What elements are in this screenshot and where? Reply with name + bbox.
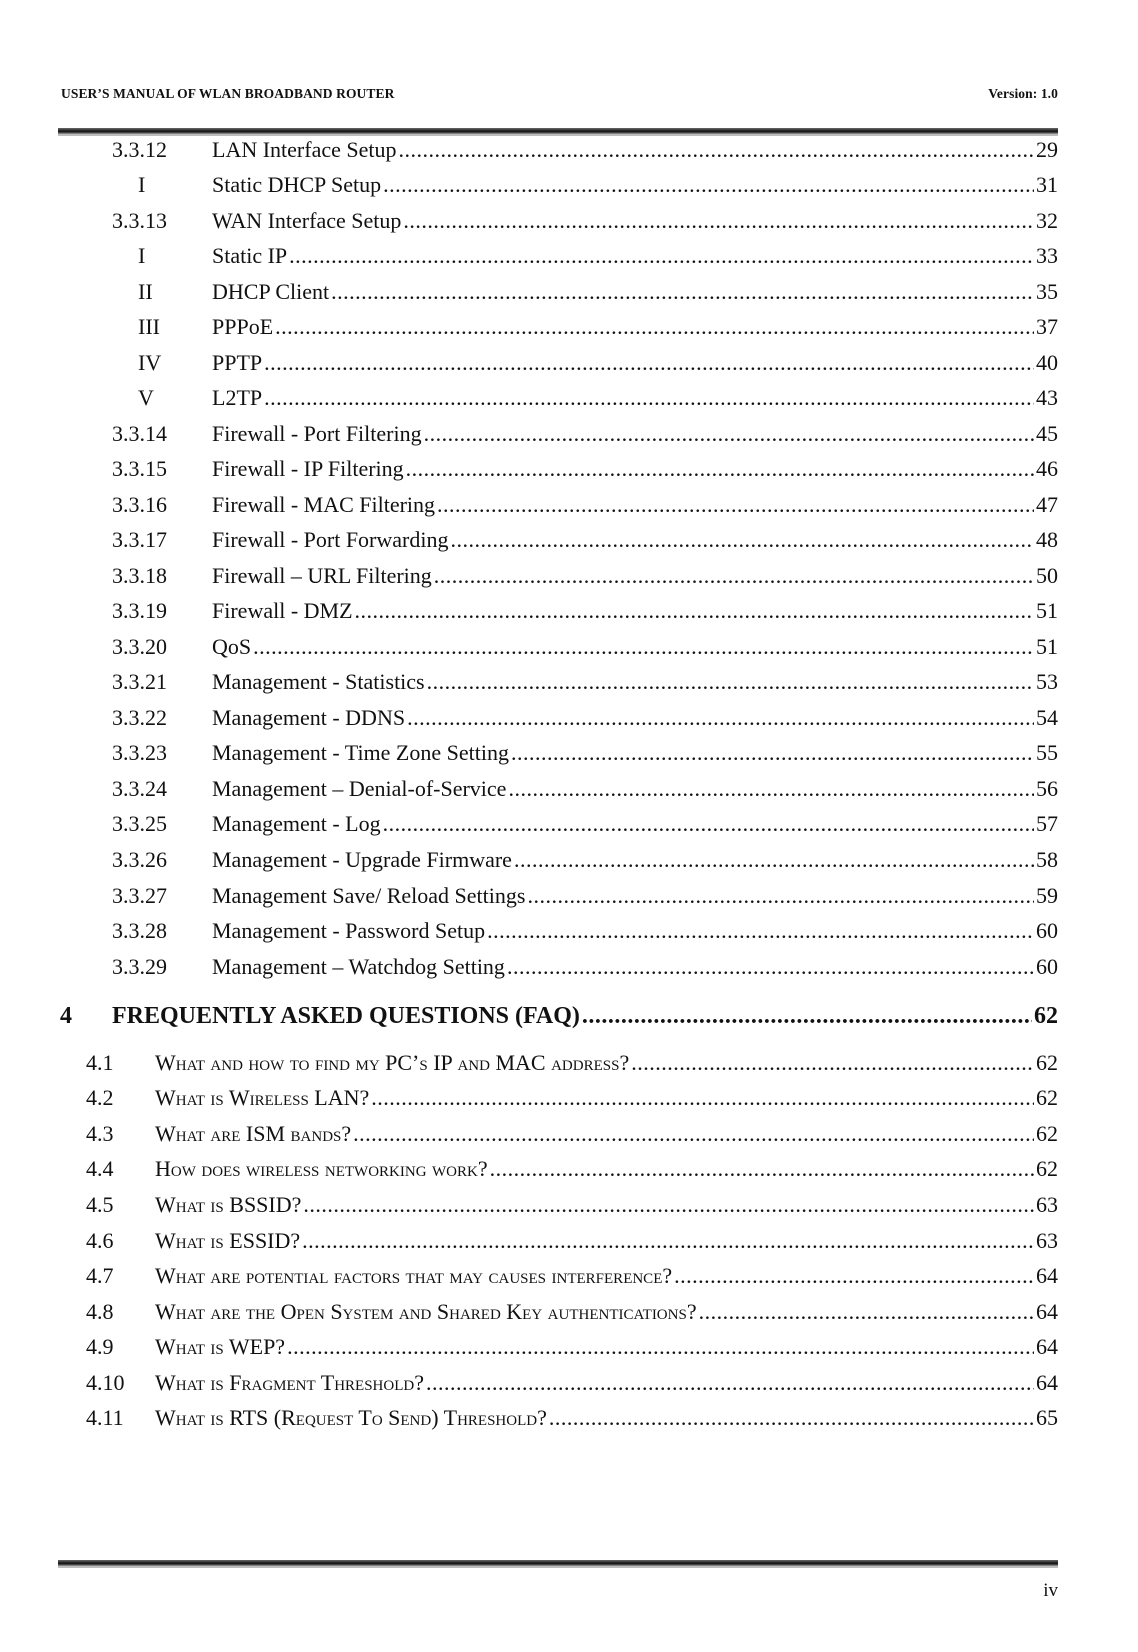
toc-entry[interactable]	[0, 383, 1138, 413]
toc-title: Firewall - Port Forwarding	[212, 527, 449, 552]
toc-page: 40	[1036, 350, 1058, 375]
toc-number: 3.3.18	[112, 563, 167, 588]
toc-number: I	[138, 172, 146, 197]
toc-page: 37	[1036, 314, 1058, 339]
toc-number: 4.10	[86, 1370, 125, 1395]
toc-title: Static IP	[212, 243, 288, 268]
toc-page: 48	[1036, 527, 1058, 552]
toc-page: 62	[1036, 1085, 1058, 1110]
toc-page: 46	[1036, 456, 1058, 481]
toc-leader	[383, 170, 1034, 200]
toc-page: 62	[1036, 1050, 1058, 1075]
toc-entry[interactable]	[0, 881, 1138, 911]
toc-title: What is Wireless LAN?	[155, 1085, 370, 1110]
toc-title: What are potential factors that may causes interference?	[155, 1263, 673, 1288]
toc-number: 3.3.29	[112, 954, 167, 979]
toc-number: 3.3.25	[112, 811, 167, 836]
toc-entry[interactable]	[0, 632, 1138, 662]
toc-title: What are the Open System and Shared Key authentications?	[155, 1299, 697, 1324]
toc-page: 35	[1036, 279, 1058, 304]
toc-title: Firewall - IP Filtering	[212, 456, 404, 481]
toc-entry[interactable]	[0, 1332, 1138, 1362]
toc-leader	[674, 1261, 1034, 1291]
toc-number: V	[138, 385, 154, 410]
toc-number: 3.3.13	[112, 208, 167, 233]
toc-number: II	[138, 279, 153, 304]
page-number: iv	[1043, 1580, 1058, 1601]
footer-rule-shadow	[58, 1566, 1058, 1568]
toc-leader	[289, 241, 1034, 271]
toc-page: 43	[1036, 385, 1058, 410]
toc-leader	[287, 1332, 1034, 1362]
toc-page: 62	[1034, 1003, 1058, 1029]
toc-entry[interactable]	[0, 277, 1138, 307]
toc-page: 64	[1036, 1299, 1058, 1324]
toc-leader	[427, 667, 1034, 697]
toc-number: 3.3.22	[112, 705, 167, 730]
toc-leader	[508, 774, 1034, 804]
toc-page: 59	[1036, 883, 1058, 908]
toc-leader	[527, 881, 1034, 911]
toc-leader	[699, 1297, 1034, 1327]
toc-leader	[253, 632, 1034, 662]
toc-number: 3.3.28	[112, 918, 167, 943]
toc-page: 56	[1036, 776, 1058, 801]
toc-entry[interactable]	[0, 1368, 1138, 1398]
toc-leader	[264, 383, 1034, 413]
toc-page: 45	[1036, 421, 1058, 446]
toc-page: 33	[1036, 243, 1058, 268]
toc-entry[interactable]	[0, 490, 1138, 520]
toc-entry[interactable]	[0, 703, 1138, 733]
toc-page: 54	[1036, 705, 1058, 730]
toc-entry[interactable]	[0, 1154, 1138, 1184]
toc-leader	[424, 419, 1034, 449]
toc-page: 64	[1036, 1334, 1058, 1359]
toc-number: 4.7	[86, 1263, 114, 1288]
toc-leader	[275, 312, 1034, 342]
toc-number: 3.3.20	[112, 634, 167, 659]
toc-chapter-entry[interactable]	[0, 1001, 1138, 1031]
toc-number: 3.3.14	[112, 421, 167, 446]
toc-entry[interactable]	[0, 952, 1138, 982]
toc-number: IV	[138, 350, 162, 375]
toc-title: Management - Password Setup	[212, 918, 486, 943]
toc-entry[interactable]	[0, 845, 1138, 875]
toc-page: 47	[1036, 492, 1058, 517]
toc-leader	[582, 1001, 1032, 1031]
toc-leader	[507, 952, 1034, 982]
toc-title: Firewall - DMZ	[212, 598, 353, 623]
toc-number: 4.4	[86, 1156, 114, 1181]
toc-title: What and how to find my PC’s IP and MAC address?	[155, 1050, 630, 1075]
toc-number: 3.3.15	[112, 456, 167, 481]
toc-leader	[511, 738, 1034, 768]
toc-number: 4.3	[86, 1121, 114, 1146]
toc-number: 4.2	[86, 1085, 114, 1110]
toc-entry[interactable]	[0, 241, 1138, 271]
toc-number: 3.3.21	[112, 669, 167, 694]
toc-leader	[514, 845, 1034, 875]
toc-title: What is RTS (Request To Send) Threshold?	[155, 1405, 547, 1430]
toc-number: 3.3.12	[112, 137, 167, 162]
toc-number: 4.6	[86, 1228, 114, 1253]
toc-entry[interactable]	[0, 667, 1138, 697]
toc-entry[interactable]	[0, 1119, 1138, 1149]
toc-leader	[398, 135, 1034, 165]
toc-number: 3.3.24	[112, 776, 167, 801]
toc-number: 4.8	[86, 1299, 114, 1324]
toc-title: What is ESSID?	[155, 1228, 301, 1253]
toc-title: What are ISM bands?	[155, 1121, 352, 1146]
toc-number: 3.3.27	[112, 883, 167, 908]
toc-leader	[406, 454, 1034, 484]
toc-leader	[302, 1226, 1034, 1256]
toc-leader	[355, 596, 1034, 626]
toc-page: 55	[1036, 740, 1058, 765]
toc-number: 3.3.19	[112, 598, 167, 623]
toc-number: 3.3.26	[112, 847, 167, 872]
toc-title: Firewall - MAC Filtering	[212, 492, 436, 517]
toc-title: Management – Watchdog Setting	[212, 954, 505, 979]
toc-entry[interactable]	[0, 135, 1138, 165]
toc-title: Management - DDNS	[212, 705, 406, 730]
toc-title: Management - Statistics	[212, 669, 425, 694]
toc-page: 63	[1036, 1228, 1058, 1253]
toc-title: L2TP	[212, 385, 263, 410]
toc-leader	[437, 490, 1034, 520]
toc-entry[interactable]	[0, 1048, 1138, 1078]
toc-entry[interactable]	[0, 1083, 1138, 1113]
toc-leader	[353, 1119, 1034, 1149]
toc-entry[interactable]	[0, 454, 1138, 484]
toc-leader	[490, 1154, 1034, 1184]
toc-page: 65	[1036, 1405, 1058, 1430]
toc-page: 53	[1036, 669, 1058, 694]
toc-leader	[631, 1048, 1034, 1078]
toc-entry[interactable]	[0, 1297, 1138, 1327]
toc-leader	[434, 561, 1034, 591]
toc-entry[interactable]	[0, 738, 1138, 768]
toc-title: Firewall - Port Filtering	[212, 421, 422, 446]
toc-page: 60	[1036, 918, 1058, 943]
toc-entry[interactable]	[0, 1403, 1138, 1433]
toc-title: What is Fragment Threshold?	[155, 1370, 424, 1395]
toc-leader	[403, 206, 1034, 236]
toc-title: PPPoE	[212, 314, 274, 339]
toc-title: Management – Denial-of-Service	[212, 776, 507, 801]
toc-page: 31	[1036, 172, 1058, 197]
toc-title: Management - Upgrade Firmware	[212, 847, 512, 872]
toc-entry[interactable]	[0, 525, 1138, 555]
toc-number: 4.9	[86, 1334, 114, 1359]
toc-page: 57	[1036, 811, 1058, 836]
toc-leader	[331, 277, 1034, 307]
toc-entry[interactable]	[0, 170, 1138, 200]
toc-title: PPTP	[212, 350, 263, 375]
toc-page: 63	[1036, 1192, 1058, 1217]
toc-page: 64	[1036, 1263, 1058, 1288]
header-version: Version: 1.0	[988, 86, 1058, 101]
toc-entry[interactable]	[0, 206, 1138, 236]
toc-number: III	[138, 314, 160, 339]
toc-number: 4.1	[86, 1050, 114, 1075]
header-title: USER’S MANUAL OF WLAN BROADBAND ROUTER	[61, 86, 395, 101]
toc-entry[interactable]	[0, 561, 1138, 591]
toc-number: 4	[60, 1003, 72, 1029]
toc-number: 3.3.16	[112, 492, 167, 517]
toc-leader	[303, 1190, 1034, 1220]
toc-page: 60	[1036, 954, 1058, 979]
toc-title: Management - Log	[212, 811, 381, 836]
toc-number: 4.11	[86, 1405, 124, 1430]
toc-title: DHCP Client	[212, 279, 330, 304]
toc-page: 32	[1036, 208, 1058, 233]
toc-entry[interactable]	[0, 1190, 1138, 1220]
toc-page: 50	[1036, 563, 1058, 588]
toc-entry[interactable]	[0, 1226, 1138, 1256]
toc-leader	[549, 1403, 1034, 1433]
toc-title: Static DHCP Setup	[212, 172, 382, 197]
toc-number: 3.3.23	[112, 740, 167, 765]
toc-title: Management - Time Zone Setting	[212, 740, 509, 765]
toc-page: 58	[1036, 847, 1058, 872]
toc-entry[interactable]	[0, 809, 1138, 839]
toc-number: 3.3.17	[112, 527, 167, 552]
toc-leader	[264, 348, 1034, 378]
toc-leader	[383, 809, 1034, 839]
toc-page: 51	[1036, 634, 1058, 659]
toc-leader	[407, 703, 1034, 733]
toc-page: 62	[1036, 1156, 1058, 1181]
toc-leader	[426, 1368, 1034, 1398]
toc-title: WAN Interface Setup	[212, 208, 402, 233]
toc-entry[interactable]	[0, 419, 1138, 449]
toc-page: 62	[1036, 1121, 1058, 1146]
toc-page: 29	[1036, 137, 1058, 162]
toc-entry[interactable]	[0, 774, 1138, 804]
toc-entry[interactable]	[0, 916, 1138, 946]
toc-entry[interactable]	[0, 1261, 1138, 1291]
toc-title: What is BSSID?	[155, 1192, 302, 1217]
toc-entry[interactable]	[0, 596, 1138, 626]
toc-title: How does wireless networking work?	[155, 1156, 488, 1181]
toc-number: I	[138, 243, 146, 268]
toc-entry[interactable]	[0, 312, 1138, 342]
toc-title: Firewall – URL Filtering	[212, 563, 432, 588]
toc-page: 64	[1036, 1370, 1058, 1395]
toc-title: Management Save/ Reload Settings	[212, 883, 526, 908]
toc-title: What is WEP?	[155, 1334, 286, 1359]
toc-number: 4.5	[86, 1192, 114, 1217]
toc-title: LAN Interface Setup	[212, 137, 397, 162]
toc-entry[interactable]	[0, 348, 1138, 378]
toc-leader	[487, 916, 1034, 946]
toc-leader	[450, 525, 1034, 555]
toc-title: QoS	[212, 634, 252, 659]
toc-leader	[371, 1083, 1034, 1113]
toc-page: 51	[1036, 598, 1058, 623]
toc-title: FREQUENTLY ASKED QUESTIONS (FAQ)	[112, 1003, 580, 1029]
